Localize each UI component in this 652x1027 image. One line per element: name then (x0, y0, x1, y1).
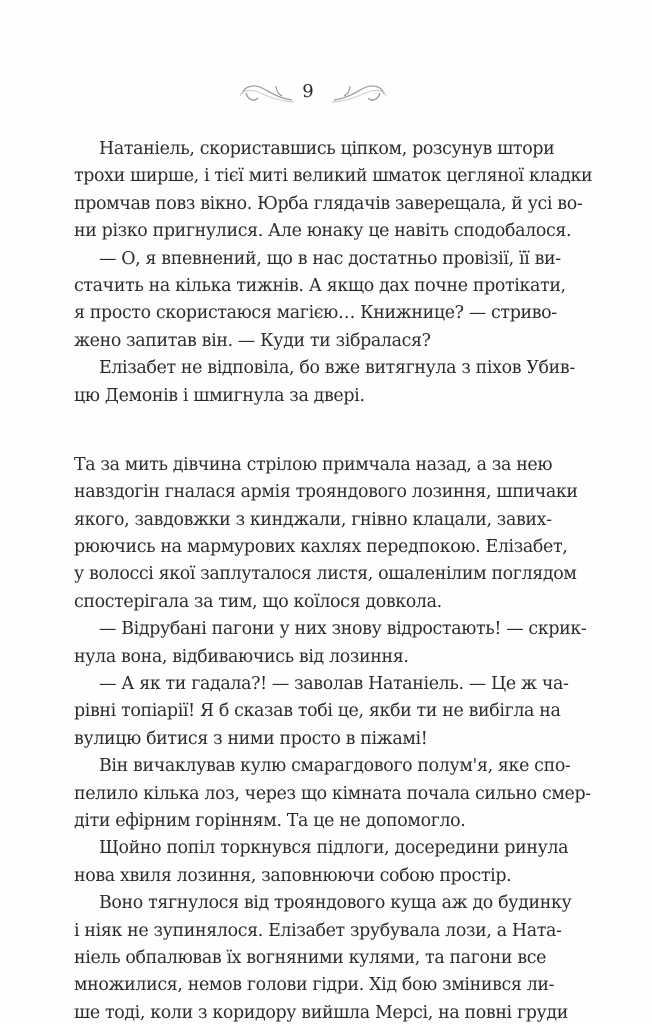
text-line: діти ефірним горінням. Та це не допомогло. (74, 810, 466, 831)
text-line: Елізабет не відповіла, бо вже витягнула з піхов Убив- (99, 358, 575, 379)
text-line: вулицю битися з ними просто в піжамі! (74, 728, 428, 749)
text-line: Він вичаклував кулю смарагдового полум'я, яке спо- (99, 756, 571, 777)
text-line: — Відрубані пагони у них знову відростають! — скрик- (99, 619, 587, 640)
text-line: Воно тягнулося від трояндового куща аж до будинку (99, 893, 572, 914)
text-line: ше тоді, коли з коридору вийшла Мерсі, на повні груди (74, 1002, 568, 1023)
text-line: ни різко пригнулися. Але юнаку це навіть сподобалося. (74, 221, 572, 242)
text-line: нова хвиля лозиння, заповнюючи собою простір. (74, 865, 512, 886)
text-line: пелило кілька лоз, через що кімната почала сильно смер- (74, 783, 591, 804)
page-header (0, 78, 652, 108)
text-line: нула вона, відбиваючись від лозиння. (74, 646, 409, 667)
text-line: і ніяк не зупинялося. Елізабет зрубувала лози, а Ната- (74, 920, 562, 941)
text-line: Та за мить дівчина стрілою примчала назад, а за нею (74, 454, 553, 475)
body-text (74, 136, 593, 1027)
text-line: Натаніель, скориставшись ціпком, розсунув штори (99, 139, 555, 159)
text-line: я просто скористаюся магією… Книжнице? — стриво- (74, 303, 557, 324)
text-line: рівні топіарії! Я б сказав тобі це, якби ти не вибігла на (74, 701, 561, 722)
text-line: цю Демонів і шмигнула за двері. (74, 385, 365, 406)
text-line: у волоссі якої заплуталося листя, ошаленілим поглядом (74, 564, 577, 585)
text-line: спостерігала за тим, що коїлося довкола. (74, 591, 442, 612)
flourish-left-icon (236, 80, 298, 106)
text-line: Щойно попіл торкнувся підлоги, досередини ринула (99, 838, 569, 859)
text-line: — О, я впевнений, що в нас достатньо провізії, її ви- (99, 248, 561, 269)
flourish-right-icon (328, 80, 390, 106)
text-line: стачить на кілька тижнів. А якщо дах почне протікати, (74, 275, 566, 296)
text-line: ніель обпалював їх вогняними кулями, та пагони все (74, 947, 547, 968)
section-2 (74, 452, 591, 1027)
page-number: 9 (302, 81, 314, 102)
text-line: — А як ти гадала?! — заволав Натаніель. — Це ж ча- (99, 674, 569, 695)
section-1 (74, 136, 593, 410)
text-line: трохи ширше, і тієї миті великий шматок цегляної кладки (74, 166, 593, 187)
section-break (74, 410, 544, 452)
text-line: рюючись на мармурових кахлях передпокою. Елізабет, (74, 537, 568, 558)
text-line: промчав повз вікно. Юрба глядачів заверещала, й усі во- (74, 193, 583, 214)
text-line: якого, завдовжки з кинджали, гнівно клацали, завих- (74, 509, 552, 530)
text-line: множилися, немов голови гідри. Хід бою змінився ли- (74, 975, 555, 996)
text-line: жено запитав він. — Куди ти зібралася? (74, 330, 431, 351)
text-line: навздогін гналася армія трояндового лозиння, шпичаки (74, 482, 578, 503)
